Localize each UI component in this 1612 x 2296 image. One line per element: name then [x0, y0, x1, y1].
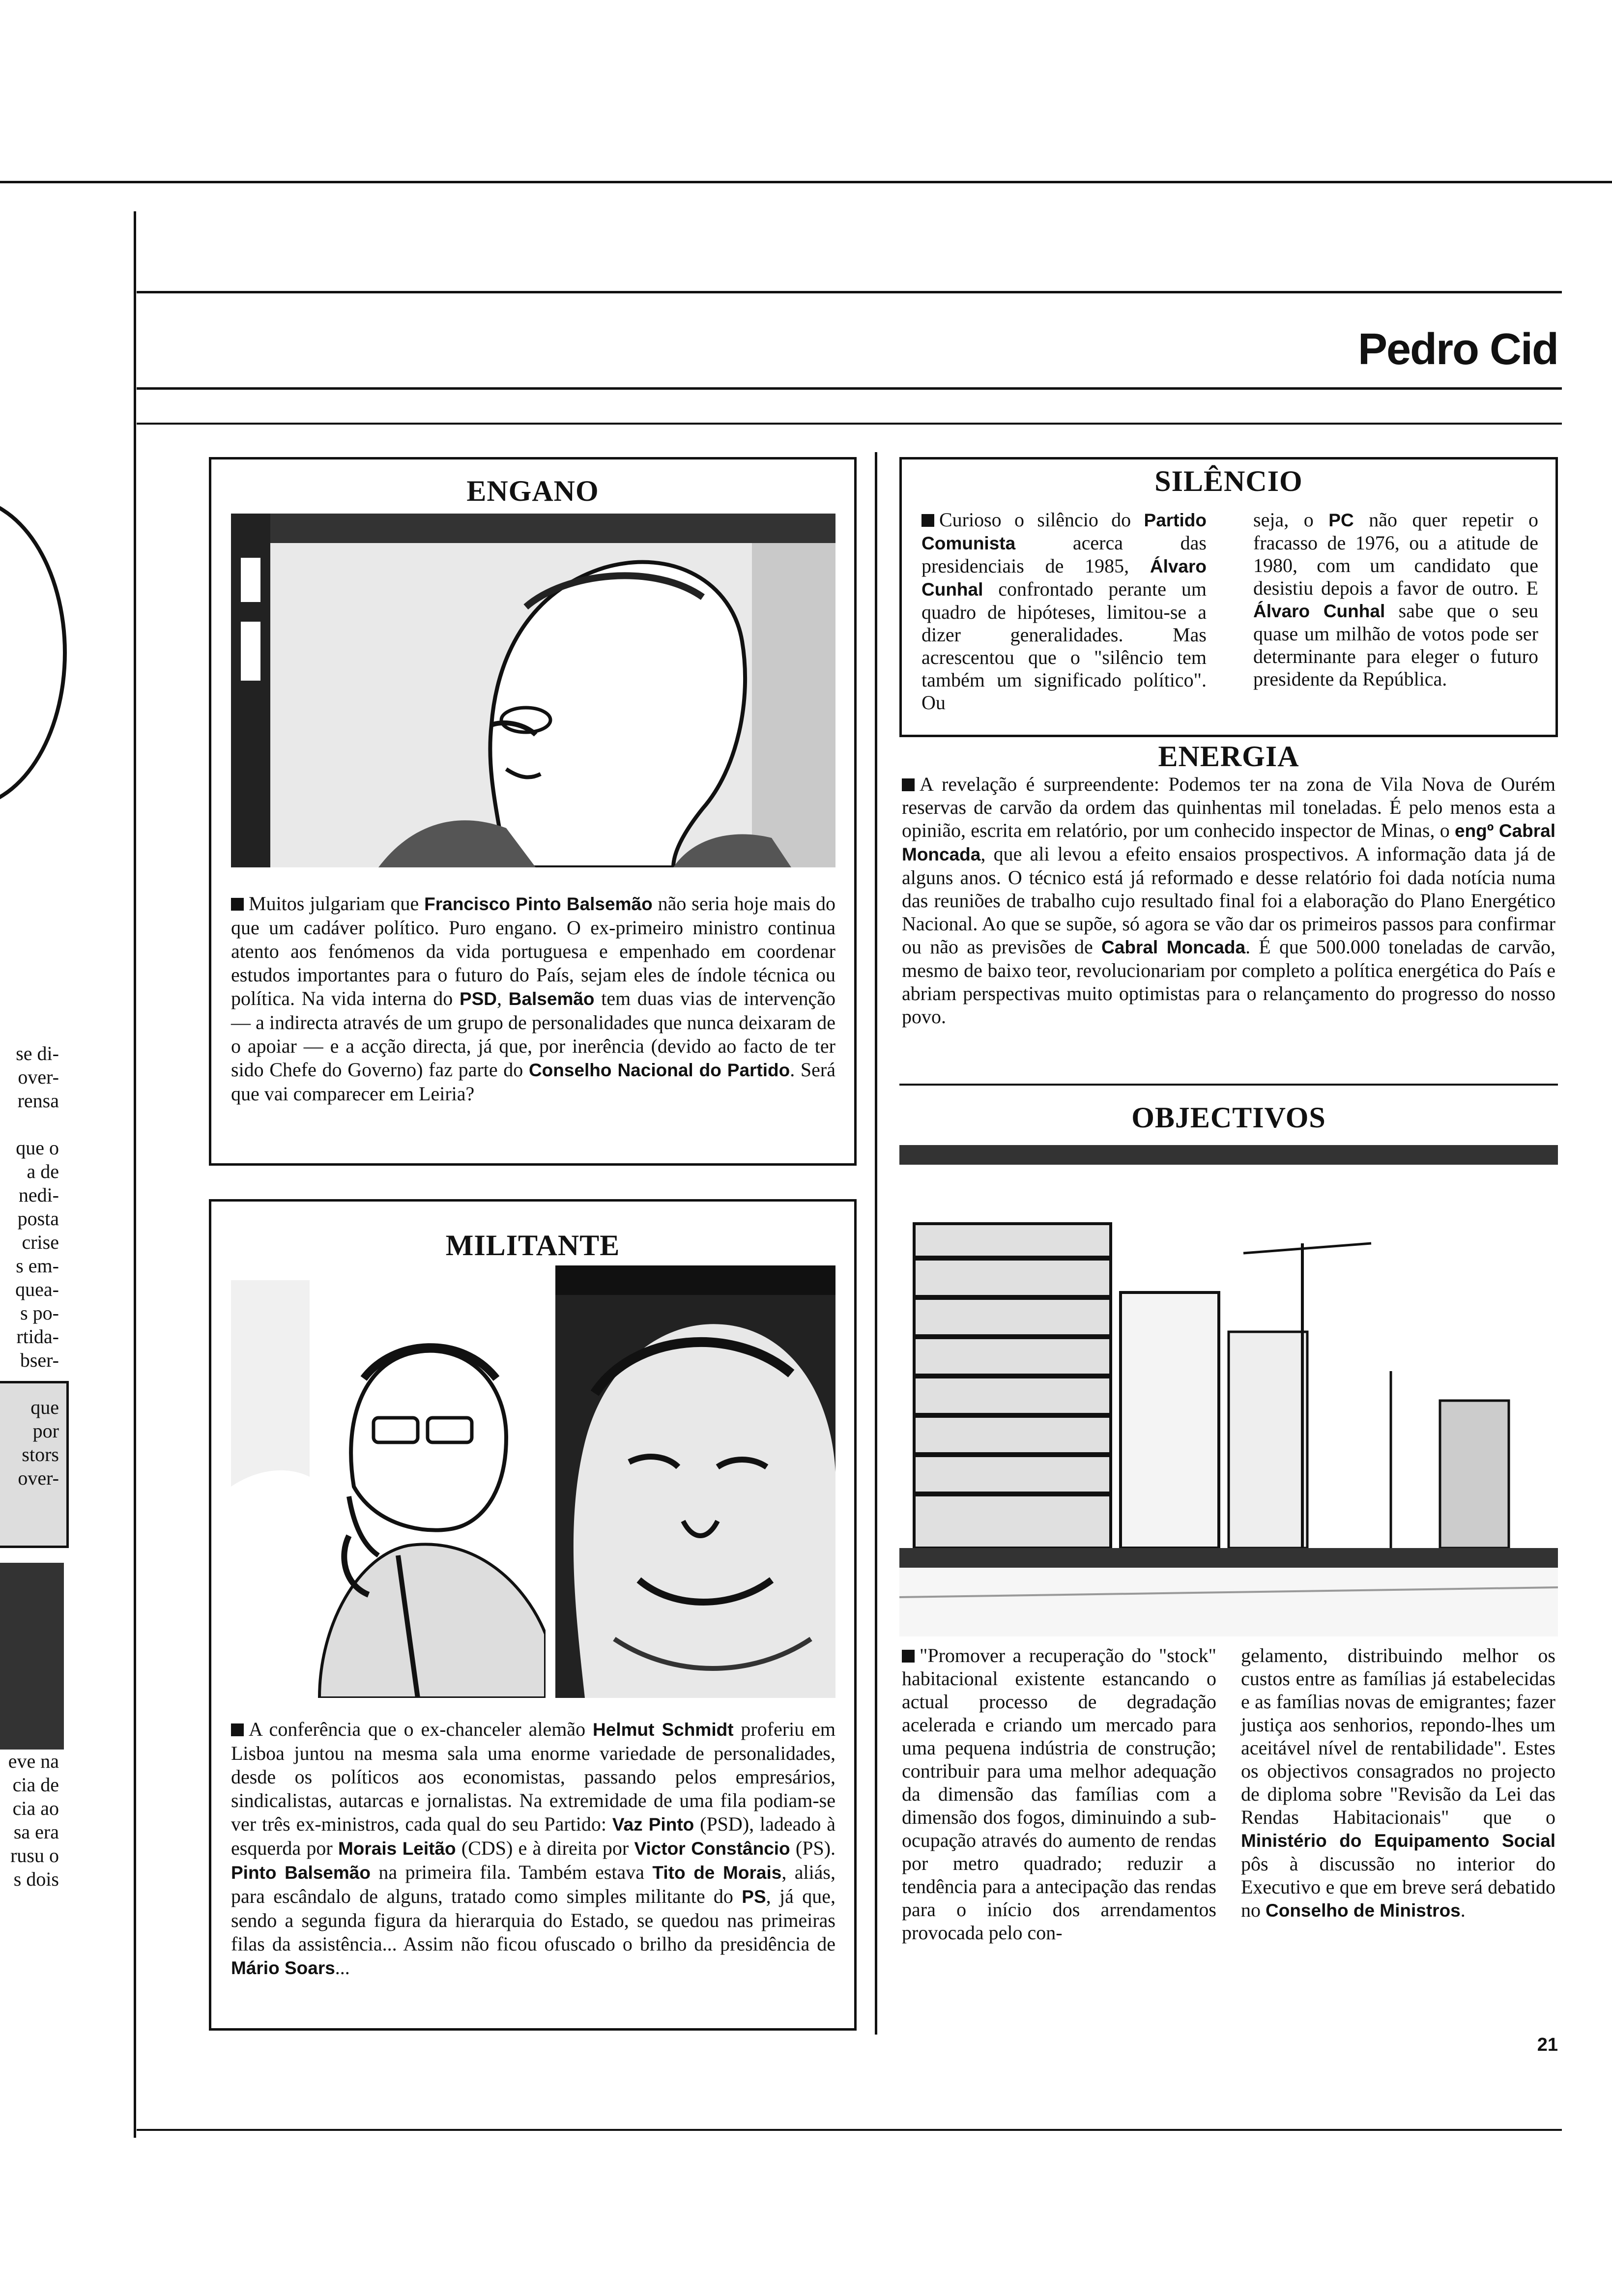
- objectivos-title: OBJECTIVOS: [1131, 1101, 1326, 1134]
- engano-photo: [231, 514, 835, 867]
- margin-fragment: [0, 1608, 59, 1632]
- bullet-square: [921, 514, 934, 527]
- bold-name: Partido Comunista: [921, 510, 1207, 553]
- bold-name: Francisco Pinto Balsemão: [424, 894, 653, 914]
- bold-name: Helmut Schmidt: [593, 1720, 734, 1740]
- militante-title: MILITANTE: [445, 1229, 620, 1262]
- engano-body: Muitos julgariam que Francisco Pinto Balsemão não seria hoje mais do que um cadáver político. Puro engano. O ex-primeiro ministro continua atento aos fenómenos da vida portuguesa e empenhado em coordenar estudos importantes para o futuro do País, sejam eles de índole técnica ou política. Na vida interna do PSD, Balsemão tem duas vias de intervenção — a indirecta através de um grupo de personalidades que nunca deixaram de o apoiar — e a acção directa, já que, por inerência (devido ao facto de ter sido Chefe do Governo) faz parte do Conselho Nacional do Partido. Será que vai comparecer em Leiria?: [231, 892, 835, 1105]
- bold-name: Tito de Morais: [652, 1863, 782, 1883]
- bottom-rule: [137, 2129, 1562, 2131]
- margin-fragment: cia de: [12, 1774, 59, 1796]
- margin-fragment: rensa: [17, 1090, 59, 1112]
- bold-name: Vaz Pinto: [612, 1814, 694, 1835]
- energia-title: ENERGIA: [1158, 740, 1299, 773]
- margin-fragment: se di-: [16, 1042, 59, 1064]
- objectivos-col1: "Promover a recuperação do "stock" habitacional existente estancando o actual processo de degradação acelerada e criando um mercado para uma pequena indústria de construção; contribuir para uma melhor adequação da dimensão das famílias com a dimensão dos fogos, diminuindo a sub-ocupação através do aumento de rendas por metro quadrado; reduzir a tendência para a antecipação das rendas para o início dos arrendamentos provocada pelo con-: [902, 1644, 1216, 1944]
- bold-name: Morais Leitão: [338, 1838, 456, 1859]
- clipped-text-fragments: [0, 1042, 59, 1891]
- bold-name: PS: [742, 1887, 766, 1907]
- engano-title: ENGANO: [466, 475, 599, 507]
- bold-name: engº Cabral Moncada: [902, 821, 1555, 864]
- margin-fragment: crise: [22, 1231, 59, 1253]
- bold-name: Victor Constâncio: [634, 1838, 790, 1859]
- top-rule: [0, 181, 1612, 183]
- center-column-rule: [875, 452, 877, 2035]
- bold-name: Ministério do Equipamento Social: [1241, 1831, 1555, 1851]
- bold-name: PSD: [459, 989, 497, 1009]
- margin-fragment: [0, 1372, 59, 1396]
- bold-name: Mário Soars: [231, 1958, 335, 1978]
- energia-body: A revelação é surpreendente: Podemos ter na zona de Vila Nova de Ourém reservas de carvão da ordem das quinhentas mil toneladas. É pelo menos esta a opinião, escrita em relatório, por um conhecido inspector de Minas, o engº Cabral Moncada, que ali levou a efeito ensaios prospectivos. A informação data já de alguns anos. O técnico está já reformado e desse relatório foi dada notícia numa das reuniões de trabalho cujo resultado final foi a elaboração do Plano Energético Nacional. Ao que se supõe, só agora se vão dar os primeiros passos para confirmar ou não as previsões de Cabral Moncada. É que 500.000 toneladas de carvão, mesmo de baixo teor, revolucionariam por completo a política energética do País e abriam perspectivas muito optimistas para o relançamento do progresso do nosso povo.: [902, 773, 1556, 1028]
- margin-fragment: posta: [17, 1207, 59, 1230]
- bold-name: Balsemão: [508, 989, 595, 1009]
- margin-fragment: que: [30, 1396, 59, 1418]
- margin-fragment: [0, 1584, 59, 1608]
- silencio-col2: seja, o PC não quer repetir o fracasso de 1976, ou a atitude de 1980, com um candidato que desistiu depois a favor de outro. E Álvaro Cunhal sabe que o seu quase um milhão de votos pode ser determinante para eleger o futuro presidente da República.: [1253, 509, 1539, 690]
- energia-rule: [899, 1084, 1558, 1086]
- margin-fragment: over-: [18, 1467, 59, 1489]
- militante-body: A conferência que o ex-chanceler alemão Helmut Schmidt proferiu em Lisboa juntou na mesma sala uma enorme variedade de personalidades, desde os políticos aos economistas, passando pelos empresários, sindicalistas, autarcas e jornalistas. Na extremidade de uma fila podiam-se ver três ex-ministros, cada qual do seu Partido: Vaz Pinto (PSD), ladeado à esquerda por Morais Leitão (CDS) e à direita por Victor Constâncio (PS). Pinto Balsemão na primeira fila. Também estava Tito de Morais, aliás, para escândalo de alguns, tratado como simples militante do PS, já que, sendo a segunda figura da hierarquia do Estado, se quedou nas primeiras filas da assistência... Assim não ficou ofuscado o brilho da presidência de Mário Soars...: [231, 1718, 836, 1979]
- margin-fragment: a de: [27, 1160, 59, 1182]
- bold-name: Conselho Nacional do Partido: [528, 1060, 790, 1080]
- militante-box: [209, 1199, 857, 2031]
- margin-fragment: cia ao: [12, 1797, 59, 1819]
- militante-photo-left: [231, 1280, 546, 1698]
- margin-fragment: stors: [22, 1443, 59, 1465]
- bold-name: PC: [1328, 510, 1354, 530]
- clipped-graphic: [0, 496, 67, 809]
- margin-fragment: [0, 1655, 59, 1679]
- bullet-square: [902, 778, 915, 791]
- silencio-title: SILÊNCIO: [1154, 465, 1303, 497]
- margin-fragment: s dois: [13, 1868, 59, 1890]
- margin-fragment: [0, 1490, 59, 1514]
- objectivos-col2: gelamento, distribuindo melhor os custos entre as famílias já estabelecidas e as famílias novas de emigrantes; fazer justiça aos senhorios, repondo-lhes um aceitável nível de rentabilidade". Estes os objectivos consagrados no projecto de diploma sobre "Revisão da Lei das Rendas Habitacionais" que o Ministério do Equipamento Social pôs à discussão no interior do Executivo e que em breve será debatido no Conselho de Ministros.: [1241, 1644, 1555, 1921]
- margin-fragment: [0, 1561, 59, 1584]
- margin-fragment: [0, 1514, 59, 1537]
- margin-fragment: rtida-: [16, 1325, 59, 1348]
- author-name: Pedro Cid: [1357, 325, 1558, 374]
- bold-name: Conselho de Ministros: [1266, 1900, 1461, 1921]
- margin-fragment: sa era: [13, 1821, 59, 1843]
- bold-name: Álvaro Cunhal: [1253, 601, 1385, 621]
- margin-fragment: [0, 1632, 59, 1655]
- margin-fragment: [0, 1537, 59, 1561]
- margin-fragment: nedi-: [18, 1184, 59, 1206]
- bold-name: Cabral Moncada: [1101, 937, 1246, 957]
- margin-fragment: bser-: [20, 1349, 59, 1371]
- bullet-square: [231, 1723, 244, 1736]
- bold-name: Pinto Balsemão: [231, 1863, 371, 1883]
- header-rule-bottom: [137, 387, 1562, 390]
- silencio-col1: Curioso o silêncio do Partido Comunista acerca das presidenciais de 1985, Álvaro Cunhal confrontado perante um quadro de hipóteses, limitou-se a dizer generalidades. Mas acrescentou que o "silêncio tem também um significado político". Ou: [921, 509, 1207, 714]
- engano-box: [209, 457, 857, 1166]
- header-rule-top: [137, 291, 1562, 293]
- silencio-box: [899, 457, 1558, 737]
- margin-fragment: [0, 1702, 59, 1726]
- margin-fragment: que o: [16, 1137, 59, 1159]
- objectivos-photo: [899, 1145, 1558, 1636]
- margin-fragment: rusu o: [10, 1844, 59, 1866]
- margin-fragment: [0, 1726, 59, 1750]
- page-number: 21: [1537, 2035, 1558, 2055]
- margin-fragment: s po-: [20, 1302, 59, 1324]
- left-column-rule: [134, 211, 136, 2138]
- margin-fragment: over-: [18, 1066, 59, 1088]
- margin-fragment: quea-: [15, 1278, 59, 1300]
- bullet-square: [902, 1650, 915, 1663]
- margin-fragment: s em-: [16, 1255, 59, 1277]
- margin-fragment: [0, 1679, 59, 1702]
- bullet-square: [231, 898, 244, 911]
- bold-name: Álvaro Cunhal: [921, 556, 1207, 600]
- left-margin-column: [0, 432, 130, 2030]
- margin-fragment: eve na: [8, 1750, 59, 1772]
- header-rule-bottom-2: [137, 423, 1562, 425]
- margin-fragment: [0, 1113, 59, 1136]
- margin-fragment: por: [32, 1420, 59, 1442]
- militante-photo-right: [555, 1265, 835, 1698]
